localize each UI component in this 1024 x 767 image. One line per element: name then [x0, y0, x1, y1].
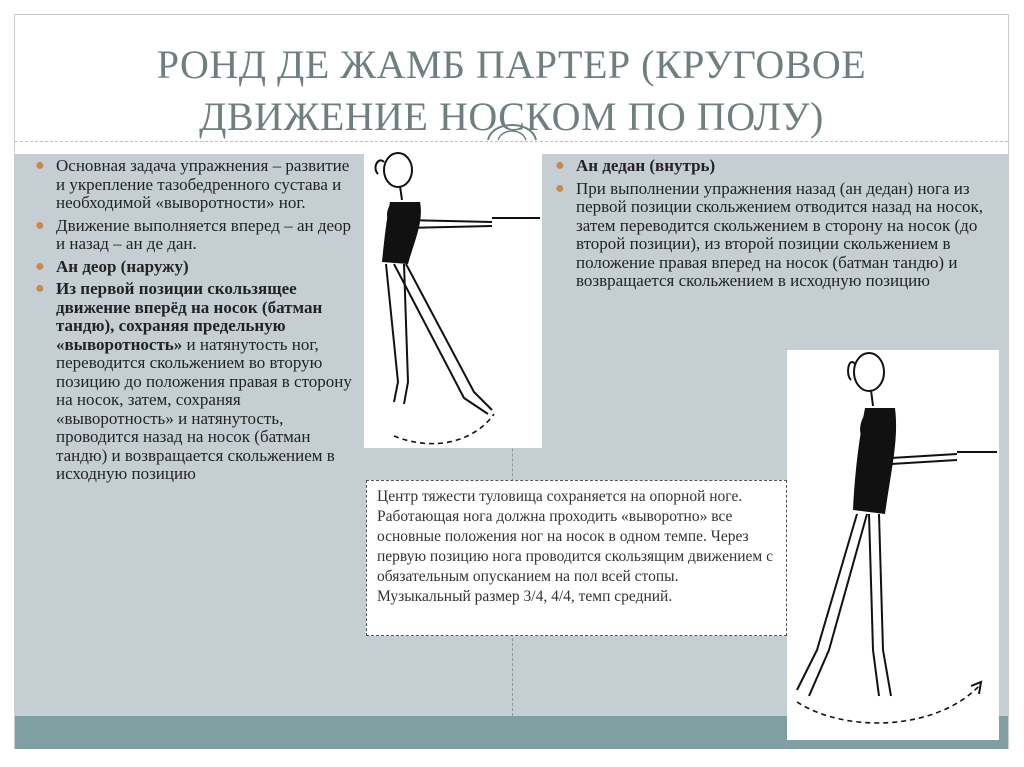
bullet-icon: ●: [35, 280, 45, 297]
dancer-front-illustration: [364, 152, 542, 448]
list-item: ● Из первой позиции скользящее движение вперёд на носок (батман тандю), сохраняя предельную «выворотность» и натянутость ног, переводится скольжением во вторую позицию до положения правая в сторону на носок, затем, сохраняя «выворотность» и натянутость, проводится назад на носок (батман тандю) и возвращается скольжением в исходную позицию: [35, 279, 352, 483]
bullet-icon: ●: [35, 157, 45, 174]
list-item: ● При выполнении упражнения назад (ан дедан) нога из первой позиции скольжением отводится назад на носок, затем переводится скольжением в сторону на носок (до второй позиции), из второй позиции скольжением в положение правая вперед на носок (батман тандю) и возвращается скольжением в исходную позицию: [555, 178, 984, 290]
left-bullet-list: [30, 157, 360, 488]
bullet-icon: ●: [555, 179, 565, 197]
bullet-icon: ●: [555, 157, 565, 174]
list-item: ● Движение выполняется вперед – ан деор и назад – ан де дан.: [35, 215, 352, 253]
bold-text: Из первой позиции скользящее движение вперёд на носок (батман тандю), сохраняя предельную «выворотность»: [56, 279, 323, 354]
note-box: Центр тяжести туловища сохраняется на опорной ноге. Работающая нога должна проходить «выворотно» все основные положения ног на носок в одном темпе. Через первую позицию нога проводится скользящим движением с обязательным опусканием на пол всей стопы. Музыкальный размер 3/4, 4/4, темп средний.: [366, 480, 787, 636]
bullet-icon: ●: [35, 257, 45, 275]
slide-title-line2: ДВИЖЕНИЕ НОСКОМ ПО ПОЛУ): [199, 94, 824, 139]
bullet-icon: ●: [35, 216, 45, 234]
right-bullet-list: [550, 157, 990, 295]
list-item-heading: ● Ан дедан (внутрь): [555, 156, 716, 175]
list-item-heading: ● Ан деор (наружу): [35, 256, 189, 276]
ornament-icon: [484, 112, 540, 142]
dancer-back-illustration: [787, 350, 999, 740]
slide-title-line1: РОНД ДЕ ЖАМБ ПАРТЕР (КРУГОВОЕ: [156, 42, 867, 87]
dancer-figure-back: [787, 350, 999, 740]
list-item: ● Основная задача упражнения – развитие и укрепление тазобедренного сустава и необходимой «выворотности» ног.: [35, 156, 350, 212]
dancer-figure-front: [364, 152, 542, 448]
